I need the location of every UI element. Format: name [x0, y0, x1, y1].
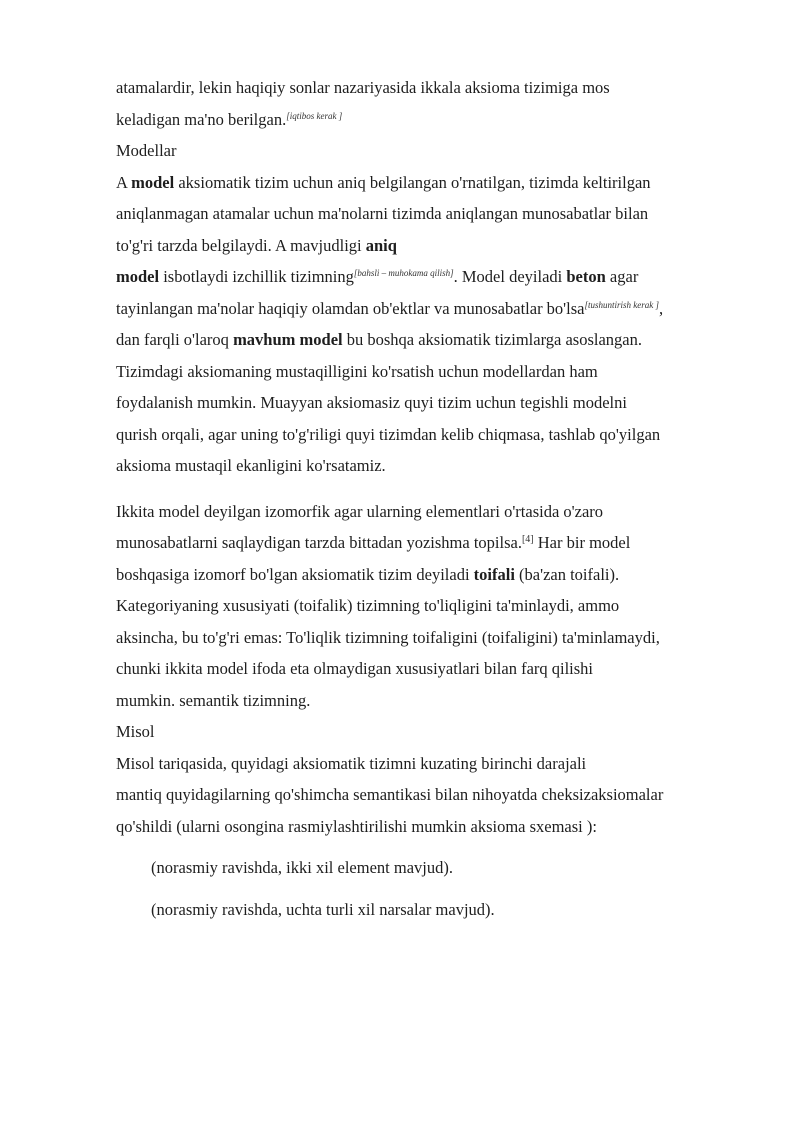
- text-line: [116, 293, 756, 325]
- text-line: qurish orqali, agar uning to'g'riligi quyi tizimdan kelib chiqmasa, tashlab qo'yilgan: [116, 424, 661, 444]
- text-span: boshqasiga izomorf bo'lgan aksiomatik tizim deyiladi: [116, 564, 474, 584]
- paragraph-models: [116, 167, 756, 482]
- text-line: aksioma mustaqil ekanligini ko'rsatamiz.: [116, 456, 386, 475]
- text-line: [116, 104, 756, 136]
- text-line: Misol tariqasida, quyidagi aksiomatik tizimni kuzating birinchi darajali: [116, 753, 587, 773]
- paragraph-intro: [116, 72, 756, 135]
- text-span: Har bir model: [533, 533, 631, 552]
- paragraph-isomorphism: [116, 496, 756, 717]
- clarification-needed-note[interactable]: [tushuntirish kerak ]: [584, 299, 660, 310]
- bold-term-model: model: [131, 172, 175, 192]
- bold-term-beton: beton: [566, 267, 606, 286]
- reference-link[interactable]: [4]: [521, 534, 534, 545]
- text-span: dan farqli o'laroq: [116, 330, 234, 349]
- text-line: [116, 261, 756, 293]
- text-line: foydalanish mumkin. Muayyan aksiomasiz quyi tizim uchun tegishli modelni: [116, 393, 627, 412]
- text-line: mantiq quyidagilarning qo'shimcha semantikasi bilan nihoyatda cheksizaksiomalar: [116, 785, 664, 804]
- example-line: (norasmiy ravishda, uchta turli xil narsalar mavjud).: [151, 899, 495, 919]
- text-line: [116, 230, 756, 262]
- text-line: Tizimdagi aksiomaning mustaqilligini ko'rsatish uchun modellardan ham: [116, 361, 598, 381]
- text-line: qo'shildi (ularni osongina rasmiylashtirilishi mumkin aksioma sxemasi ):: [116, 816, 597, 836]
- text-line: Ikkita model deyilgan izomorfik agar ularning elementlari o'rtasida o'zaro: [116, 501, 604, 521]
- text-line: [116, 527, 756, 559]
- text-line: [116, 167, 756, 199]
- text-line: Kategoriyaning xususiyati (toifalik) tizimning to'liqligini ta'minlaydi, ammo: [116, 596, 620, 615]
- text-span: keladigan ma'no berilgan.: [116, 109, 287, 129]
- text-line: aniqlanmagan atamalar uchun ma'nolarni tizimda aniqlangan munosabatlar bilan: [116, 204, 649, 223]
- section-heading-models: Modellar: [116, 141, 177, 160]
- text-span: tayinlangan ma'nolar haqiqiy olamdan ob'ektlar va munosabatlar bo'lsa: [116, 298, 585, 318]
- bold-term-mavhum-model: mavhum model: [233, 330, 343, 349]
- text-span: . Model deyiladi: [453, 267, 567, 286]
- document-page: [116, 72, 756, 925]
- example-line: (norasmiy ravishda, ikki xil element mavjud).: [151, 858, 453, 877]
- text-span: ,: [659, 298, 664, 318]
- bold-term-toifali: toifali: [473, 564, 515, 584]
- disputed-note[interactable]: [bahsli – muhokama qilish]: [353, 268, 454, 278]
- text-span: munosabatlarni saqlaydigan tarzda bittadan yozishma topilsa.: [116, 533, 522, 552]
- text-span: bu boshqa aksiomatik tizimlarga asoslangan.: [342, 330, 642, 349]
- text-span: aksiomatik tizim uchun aniq belgilangan o'rnatilgan, tizimda keltirilgan: [174, 172, 651, 192]
- text-span: (ba'zan toifali).: [514, 564, 620, 584]
- text-line: [116, 324, 756, 356]
- paragraph-spacer: [116, 482, 756, 496]
- section-heading-example: Misol: [116, 722, 155, 741]
- text-line: chunki ikkita model ifoda eta olmaydigan xususiyatlari bilan farq qilishi: [116, 659, 594, 678]
- text-line: atamalardir, lekin haqiqiy sonlar nazariyasida ikkala aksioma tizimiga mos: [116, 78, 610, 97]
- text-line: mumkin. semantik tizimning.: [116, 690, 311, 710]
- bold-term-aniq: aniq: [365, 235, 397, 255]
- text-span: to'g'ri tarzda belgilaydi. A mavjudligi: [116, 235, 366, 255]
- text-span: A: [116, 172, 132, 192]
- text-line: [116, 559, 756, 591]
- text-line: aksincha, bu to'g'ri emas: To'liqlik tizimning toifaligini (toifaligini) ta'minlamaydi,: [116, 627, 660, 647]
- bold-term-model: model: [116, 267, 160, 286]
- text-span: agar: [605, 267, 639, 286]
- citation-needed-note[interactable]: [iqtibos kerak ]: [286, 110, 343, 121]
- text-span: isbotlaydi izchillik tizimning: [159, 267, 354, 286]
- paragraph-example: [116, 748, 756, 843]
